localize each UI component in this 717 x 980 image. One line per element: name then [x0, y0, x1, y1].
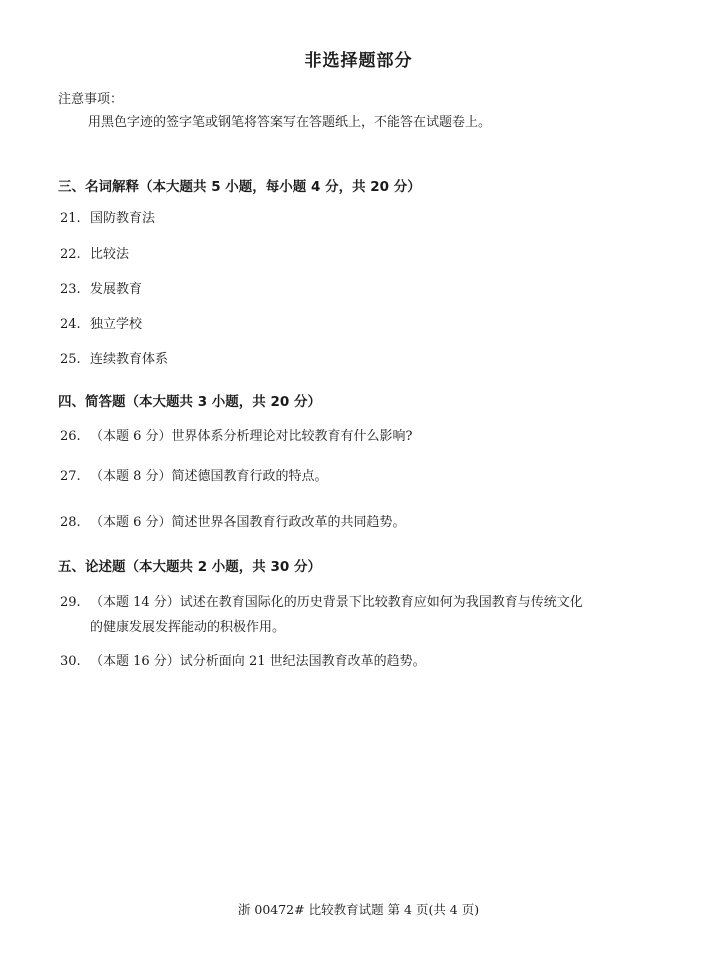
question-text: 连续教育体系: [90, 352, 169, 367]
question-text: 发展教育: [90, 282, 143, 297]
question-text: 比较法: [90, 247, 130, 262]
notice-text: 用黑色字迹的签字笔或钢笔将答案写在答题纸上，不能答在试题卷上。: [88, 115, 492, 130]
section-heading-4: 四、简答题（本大题共 3 小题，共 20 分）: [58, 394, 321, 410]
question-item: [60, 466, 328, 488]
page-footer: 浙 00472# 比较教育试题 第 4 页(共 4 页): [237, 902, 480, 917]
question-number: 21.: [60, 211, 81, 226]
section-heading-5: 五、论述题（本大题共 2 小题，共 30 分）: [58, 559, 321, 575]
question-text-continued: 的健康发展发挥能动的积极作用。: [90, 620, 286, 635]
question-text: （本题 14 分）试述在教育国际化的历史背景下比较教育应如何为我国教育与传统文化: [90, 595, 583, 610]
question-number: 25.: [60, 352, 81, 367]
question-item: [60, 208, 155, 230]
question-number: 26.: [60, 429, 81, 444]
question-text: （本题 6 分）世界体系分析理论对比较教育有什么影响?: [90, 429, 413, 444]
question-number: 22.: [60, 247, 81, 262]
section-heading-3: 三、名词解释（本大题共 5 小题，每小题 4 分，共 20 分）: [58, 179, 421, 195]
question-text: （本题 8 分）简述德国教育行政的特点。: [90, 469, 328, 484]
question-text: 国防教育法: [90, 211, 156, 226]
question-number: 30.: [60, 654, 81, 669]
question-number: 29.: [60, 595, 81, 610]
question-item: [60, 349, 168, 371]
notice-label: 注意事项：: [58, 92, 124, 107]
question-item: [60, 244, 129, 266]
question-text: 独立学校: [90, 317, 143, 332]
question-number: 23.: [60, 282, 81, 297]
page-title: 非选择题部分: [304, 51, 413, 71]
question-number: 24.: [60, 317, 81, 332]
question-item: [60, 592, 583, 639]
question-number: 27.: [60, 469, 81, 484]
question-text: （本题 16 分）试分析面向 21 世纪法国教育改革的趋势。: [90, 654, 426, 669]
question-number: 28.: [60, 515, 81, 530]
question-item: [60, 651, 426, 673]
question-text: （本题 6 分）简述世界各国教育行政改革的共同趋势。: [90, 515, 406, 530]
question-item: [60, 279, 142, 301]
question-item: [60, 426, 413, 448]
question-item: [60, 314, 142, 336]
question-item: [60, 512, 406, 534]
